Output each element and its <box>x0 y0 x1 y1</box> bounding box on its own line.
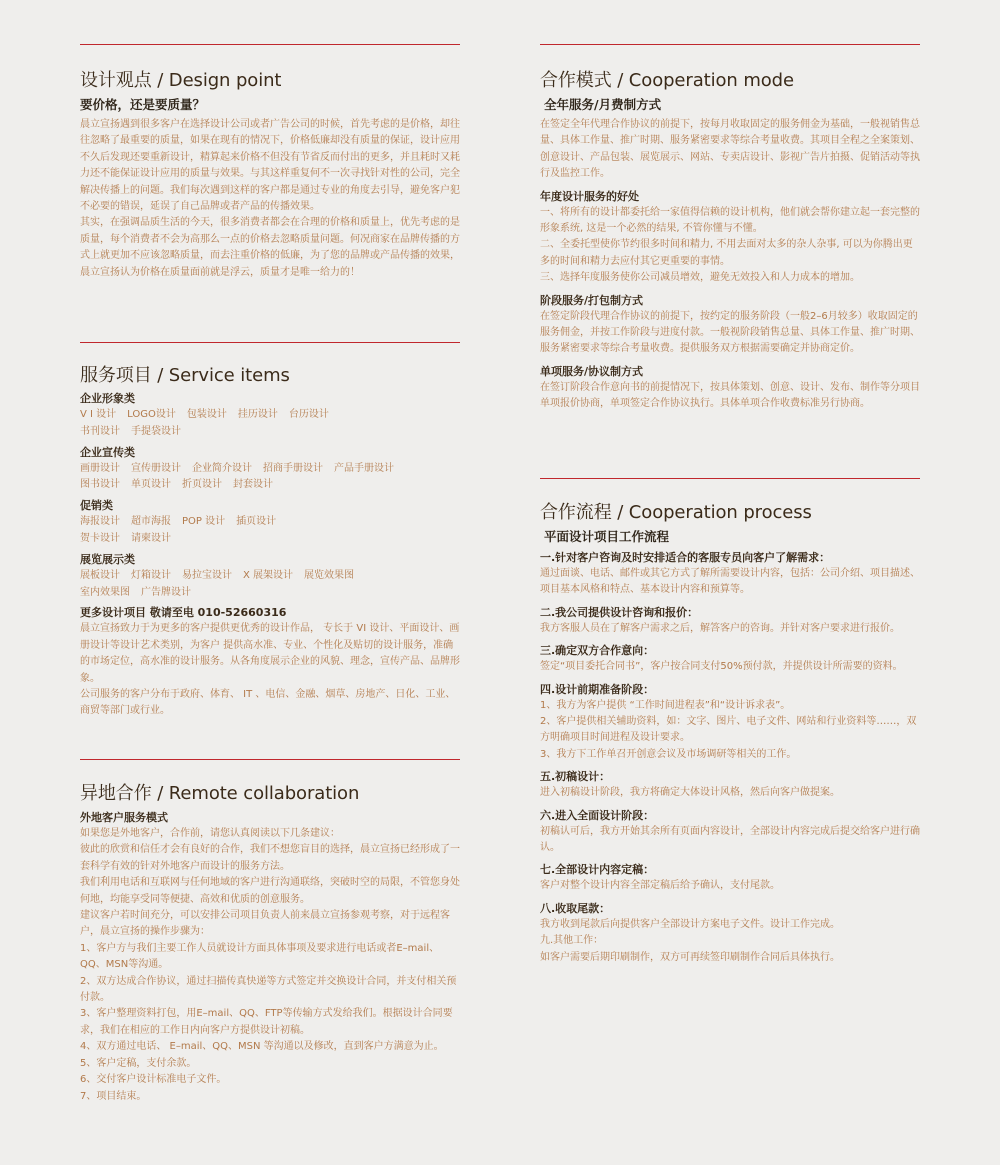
cooperation-mode-title: 合作模式 / Cooperation mode <box>540 70 794 91</box>
service-item: 插页设计 <box>236 516 277 528</box>
paragraph: 5、客户定稿，支付余款。 <box>80 1057 197 1069</box>
service-item: 展览效果图 <box>304 569 355 581</box>
mode-block <box>540 364 920 413</box>
design-point-section <box>80 44 460 281</box>
service-group <box>80 445 460 495</box>
paragraph: 在签订阶段合作意向书的前提情况下，按具体策划、创意、设计、发布、制作等分项目单项报价协商，单项签定合作协议执行。具体单项合作收费标准另行协商。 <box>540 381 920 410</box>
service-item: 海报设计 <box>80 516 120 528</box>
service-item: 折页设计 <box>182 479 222 491</box>
service-group <box>80 391 460 441</box>
cooperation-mode-subtitle: 全年服务/月费制方式 <box>544 97 662 112</box>
service-item: 请柬设计 <box>131 532 171 544</box>
more-items-title: 更多设计项目 敬请至电 010-52660316 <box>80 606 287 620</box>
design-point-body <box>80 117 460 281</box>
process-step-title: 三.确定双方合作意向： <box>540 644 655 658</box>
process-section <box>540 478 920 966</box>
service-group <box>80 552 460 602</box>
service-groups <box>80 391 460 601</box>
paragraph: 我方客服人员在了解客户需求之后，解答客户的咨询。并针对客户要求进行报价。 <box>540 622 900 634</box>
paragraph: 其实，在强调品质生活的今天，很多消费者都会在合理的价格和质量上，优先考虑的是质量，每个消费者不会为高那么一点的价格去忽略质量问题。何况商家在品牌传播的方式上就更加不应该忽略质量，而去注重价格的低廉，为了您的品牌或产品传播的效果，晨立宣扬认为价格在质量面前就是浮云，质量才是唯一给力的！ <box>80 217 460 278</box>
paragraph: 公司服务的客户分布于政府、体育、 IT 、电信、金融、烟草、房地产、日化、工业、商贸等部门或行业。 <box>80 689 456 717</box>
design-point-subtitle: 要价格，还是要质量？ <box>80 97 206 112</box>
paragraph: 一、将所有的设计都委托给一家值得信赖的设计机构，他们就会帮你建立起一套完整的形象系统, 这是一个必然的结果, 不管你懂与不懂。 <box>540 206 920 235</box>
process-step <box>540 643 920 675</box>
more-items-body <box>80 621 460 719</box>
process-step <box>540 862 920 894</box>
remote-subtitle: 外地客户服务模式 <box>80 811 168 824</box>
service-item: 图书设计 <box>80 479 120 491</box>
paragraph: 三、选择年度服务使你公司减员增效，避免无效投入和人力成本的增加。 <box>540 272 860 284</box>
service-group-title: 企业宣传类 <box>80 445 135 459</box>
cooperation-mode-section <box>540 44 920 413</box>
service-item: 灯箱设计 <box>131 569 171 581</box>
service-group-items <box>80 407 460 441</box>
service-item-line <box>80 477 460 494</box>
mode-blocks <box>540 189 920 413</box>
mode-block-body <box>540 380 920 413</box>
service-item: 台历设计 <box>288 409 329 420</box>
service-item-line <box>80 531 460 548</box>
process-step <box>540 901 920 966</box>
service-group-items <box>80 514 460 548</box>
service-group-title: 促销类 <box>80 499 113 513</box>
service-item-line <box>80 514 460 531</box>
service-item: 贺卡设计 <box>80 532 120 544</box>
service-item: 书刊设计 <box>80 425 120 437</box>
process-step-title: 五.初稿设计： <box>540 770 611 784</box>
paragraph: 初稿认可后，我方开始其余所有页面内容设计，全部设计内容完成后提交给客户进行确认。 <box>540 825 920 854</box>
process-step <box>540 682 920 764</box>
process-step-body <box>540 878 920 894</box>
section-divider <box>540 478 920 479</box>
service-item: 企业简介设计 <box>192 462 252 474</box>
paragraph: 6、交付客户设计标准电子文件。 <box>80 1074 227 1086</box>
paragraph: 2、双方达成合作协议，通过扫描传真快递等方式签定并交换设计合同，并支付相关预付款。 <box>80 975 457 1004</box>
service-item: 封套设计 <box>233 479 273 491</box>
service-item: 包装设计 <box>186 409 227 420</box>
paragraph: 3、我方下工作单召开创意会议及市场调研等相关的工作。 <box>540 748 797 760</box>
service-item: 单页设计 <box>131 479 171 491</box>
paragraph: 晨立宣扬遇到很多客户在选择设计公司或者广告公司的时候，首先考虑的是价格，却往往忽略了最重要的质量，如果在现有的情况下，价格低廉却没有质量的保证，设计应用不久后发现还要重新设计，精算起来价格不但没有节省反而付出的更多，并且耗时又耗力还不能保证设计应用的质量与效果。与其这样重复何不一次寻找针对性的公司，完全解决传播上的问题。我们每次遇到这样的客户都是通过专业的角度去引导，避免客户犯不必要的错误，延误了自己品牌或者产品的传播效果。 <box>80 119 460 213</box>
service-group-items <box>80 568 460 602</box>
paragraph: 晨立宣扬致力于为更多的客户提供更优秀的设计作品， 专长于 VI 设计、平面设计、画册设计等设计艺术类别，为客户 提供高水准、专业、个性化及贴切的设计服务，准确的市场定位，高水准的设计服务。从各角度展示企业的风貌、理念，宣传产品、品牌形象。 <box>80 623 460 684</box>
paragraph: 进入初稿设计阶段，我方将确定大体设计风格，然后向客户做提案。 <box>540 787 840 799</box>
mode-block-title: 阶段服务/打包制方式 <box>540 293 644 307</box>
remote-body <box>80 826 460 1105</box>
process-step-body <box>540 917 920 966</box>
section-divider <box>80 342 460 343</box>
process-step-title: 六.进入全面设计阶段： <box>540 808 655 822</box>
process-step-body <box>540 659 920 675</box>
design-point-title: 设计观点 / Design point <box>80 70 282 91</box>
process-step-title: 七.全部设计内容定稿： <box>540 863 655 877</box>
section-divider <box>80 44 460 45</box>
service-item: 展板设计 <box>80 569 120 581</box>
paragraph: 1、我方为客户提供 “工作时间进程表”和“设计诉求表”。 <box>540 699 791 711</box>
service-item-line <box>80 407 460 424</box>
service-item: 广告牌设计 <box>141 586 191 598</box>
service-item-line <box>80 461 460 478</box>
process-step-title: 二.我公司提供设计咨询和报价： <box>540 605 699 619</box>
service-item-line <box>80 585 460 602</box>
process-step-title: 四.设计前期准备阶段： <box>540 682 655 696</box>
process-step-body <box>540 566 920 599</box>
process-steps <box>540 550 920 966</box>
paragraph: 签定“项目委托合同书”，客户按合同支付50%预付款，并提供设计所需要的资料。 <box>540 661 903 673</box>
paragraph: 如果您是外地客户，合作前，请您认真阅读以下几条建议： <box>80 828 340 839</box>
paragraph: 二、全委托型使你节约很多时间和精力, 不用去面对太多的杂人杂事, 可以为你腾出更多的时间和精力去应付其它更重要的事情。 <box>540 239 913 267</box>
paragraph: 3、客户整理资料打包，用E–mail、QQ、FTP等传输方式发给我们。根据设计合同要求，我们在相应的工作日内向客户方提供设计初稿。 <box>80 1008 453 1036</box>
service-item: 宣传册设计 <box>131 462 181 474</box>
paragraph: 我方收到尾款后向提供客户全部设计方案电子文件。设计工作完成。 <box>540 918 840 930</box>
service-item: 招商手册设计 <box>263 462 323 474</box>
service-group-items <box>80 461 460 495</box>
process-step <box>540 550 920 599</box>
service-item: 易拉宝设计 <box>182 569 232 581</box>
process-step <box>540 769 920 801</box>
section-divider <box>80 759 460 760</box>
service-item: 手提袋设计 <box>131 425 181 437</box>
service-item: POP 设计 <box>182 516 226 528</box>
section-divider <box>540 44 920 45</box>
process-step-body <box>540 698 920 764</box>
service-item: 画册设计 <box>80 462 120 474</box>
paragraph: 1、客户方与我们主要工作人员就设计方面具体事项及要求进行电话或者E–mail、QQ、MSN等沟通。 <box>80 942 440 971</box>
service-group-title: 企业形象类 <box>80 392 135 405</box>
paragraph: 通过面谈、电话、邮件或其它方式了解所需要设计内容，包括：公司介绍、项目描述、项目基本风格和特点、基本设计内容和预算等。 <box>540 568 920 596</box>
mode-block <box>540 189 920 287</box>
cooperation-mode-intro: 在签定全年代理合作协议的前提下，按每月收取固定的服务佣金为基础，一般视销售总量、具体工作量、推广时期、服务紧密要求等综合考量收费。其项目全程之全案策划、创意设计、产品包装、展览展示、网站、专卖店设计、影视广告片拍摄、促销活动等执行及监控工作。 <box>540 119 920 180</box>
process-step-body <box>540 785 920 801</box>
process-step <box>540 605 920 637</box>
paragraph: 7、项目结束。 <box>80 1090 147 1102</box>
mode-block <box>540 293 920 358</box>
paragraph: 2、客户提供相关辅助资料，如：文字、图片、电子文件、网站和行业资料等……，双方明确项目时间进程及设计要求。 <box>540 716 917 744</box>
mode-block-body <box>540 309 920 358</box>
process-title: 合作流程 / Cooperation process <box>540 502 812 523</box>
process-step-body <box>540 824 920 857</box>
service-item: 挂历设计 <box>237 409 278 420</box>
mode-block-title: 年度设计服务的好处 <box>540 189 639 203</box>
service-item-line <box>80 424 460 441</box>
remote-section <box>80 759 460 1105</box>
service-item: X 展架设计 <box>243 569 294 581</box>
process-step <box>540 808 920 857</box>
paragraph: 九.其他工作： <box>540 935 604 947</box>
process-subtitle: 平面设计项目工作流程 <box>544 529 670 544</box>
paragraph: 我们利用电话和互联网与任何地域的客户进行沟通联络，突破时空的局限，不管您身处何地，均能享受同等便捷、高效和优质的创意服务。 <box>80 877 460 905</box>
paragraph: 如客户需要后期印刷制作，双方可再续签印刷制作合同后具体执行。 <box>540 951 840 963</box>
paragraph: 在签定阶段代理合作协议的前提下，按约定的服务阶段（一般2–6月较多）收取固定的服务佣金，并按工作阶段与进度付款。一般视阶段销售总量、具体工作量、推广时期、服务紧密要求等综合考量收费。提供服务双方根据需要确定并协商定价。 <box>540 310 920 355</box>
service-item: 室内效果图 <box>80 586 130 598</box>
paragraph: 建议客户若时间充分，可以安排公司项目负责人前来晨立宣扬参观考察，对于远程客户，晨立宣扬的操作步骤为： <box>80 910 450 938</box>
mode-block-title: 单项服务/协议制方式 <box>540 364 644 378</box>
mode-block-body <box>540 205 920 287</box>
service-items-section <box>80 342 460 720</box>
service-item: LOGO设计 <box>127 409 176 420</box>
service-item: 超市海报 <box>131 516 171 528</box>
service-group <box>80 498 460 548</box>
process-step-title: 一.针对客户咨询及时安排适合的客服专员向客户了解需求： <box>540 551 831 564</box>
process-step-body <box>540 621 920 637</box>
service-item: V I 设计 <box>80 409 117 420</box>
paragraph: 彼此的欣赏和信任才会有良好的合作，我们不想您盲目的选择，晨立宣扬已经形成了一套科学有效的针对外地客户而设计的服务方法。 <box>80 844 460 872</box>
service-group-title: 展览展示类 <box>80 552 135 566</box>
paragraph: 4、双方通过电话、 E–mail、QQ、MSN 等沟通以及修改，直到客户方满意为止。 <box>80 1041 444 1053</box>
service-item-line <box>80 568 460 585</box>
process-step-title: 八.收取尾款： <box>540 901 611 915</box>
service-item: 产品手册设计 <box>334 462 394 474</box>
paragraph: 客户对整个设计内容全部定稿后给予确认，支付尾款。 <box>540 880 780 892</box>
service-items-title: 服务项目 / Service items <box>80 365 290 386</box>
remote-title: 异地合作 / Remote collaboration <box>80 783 360 804</box>
